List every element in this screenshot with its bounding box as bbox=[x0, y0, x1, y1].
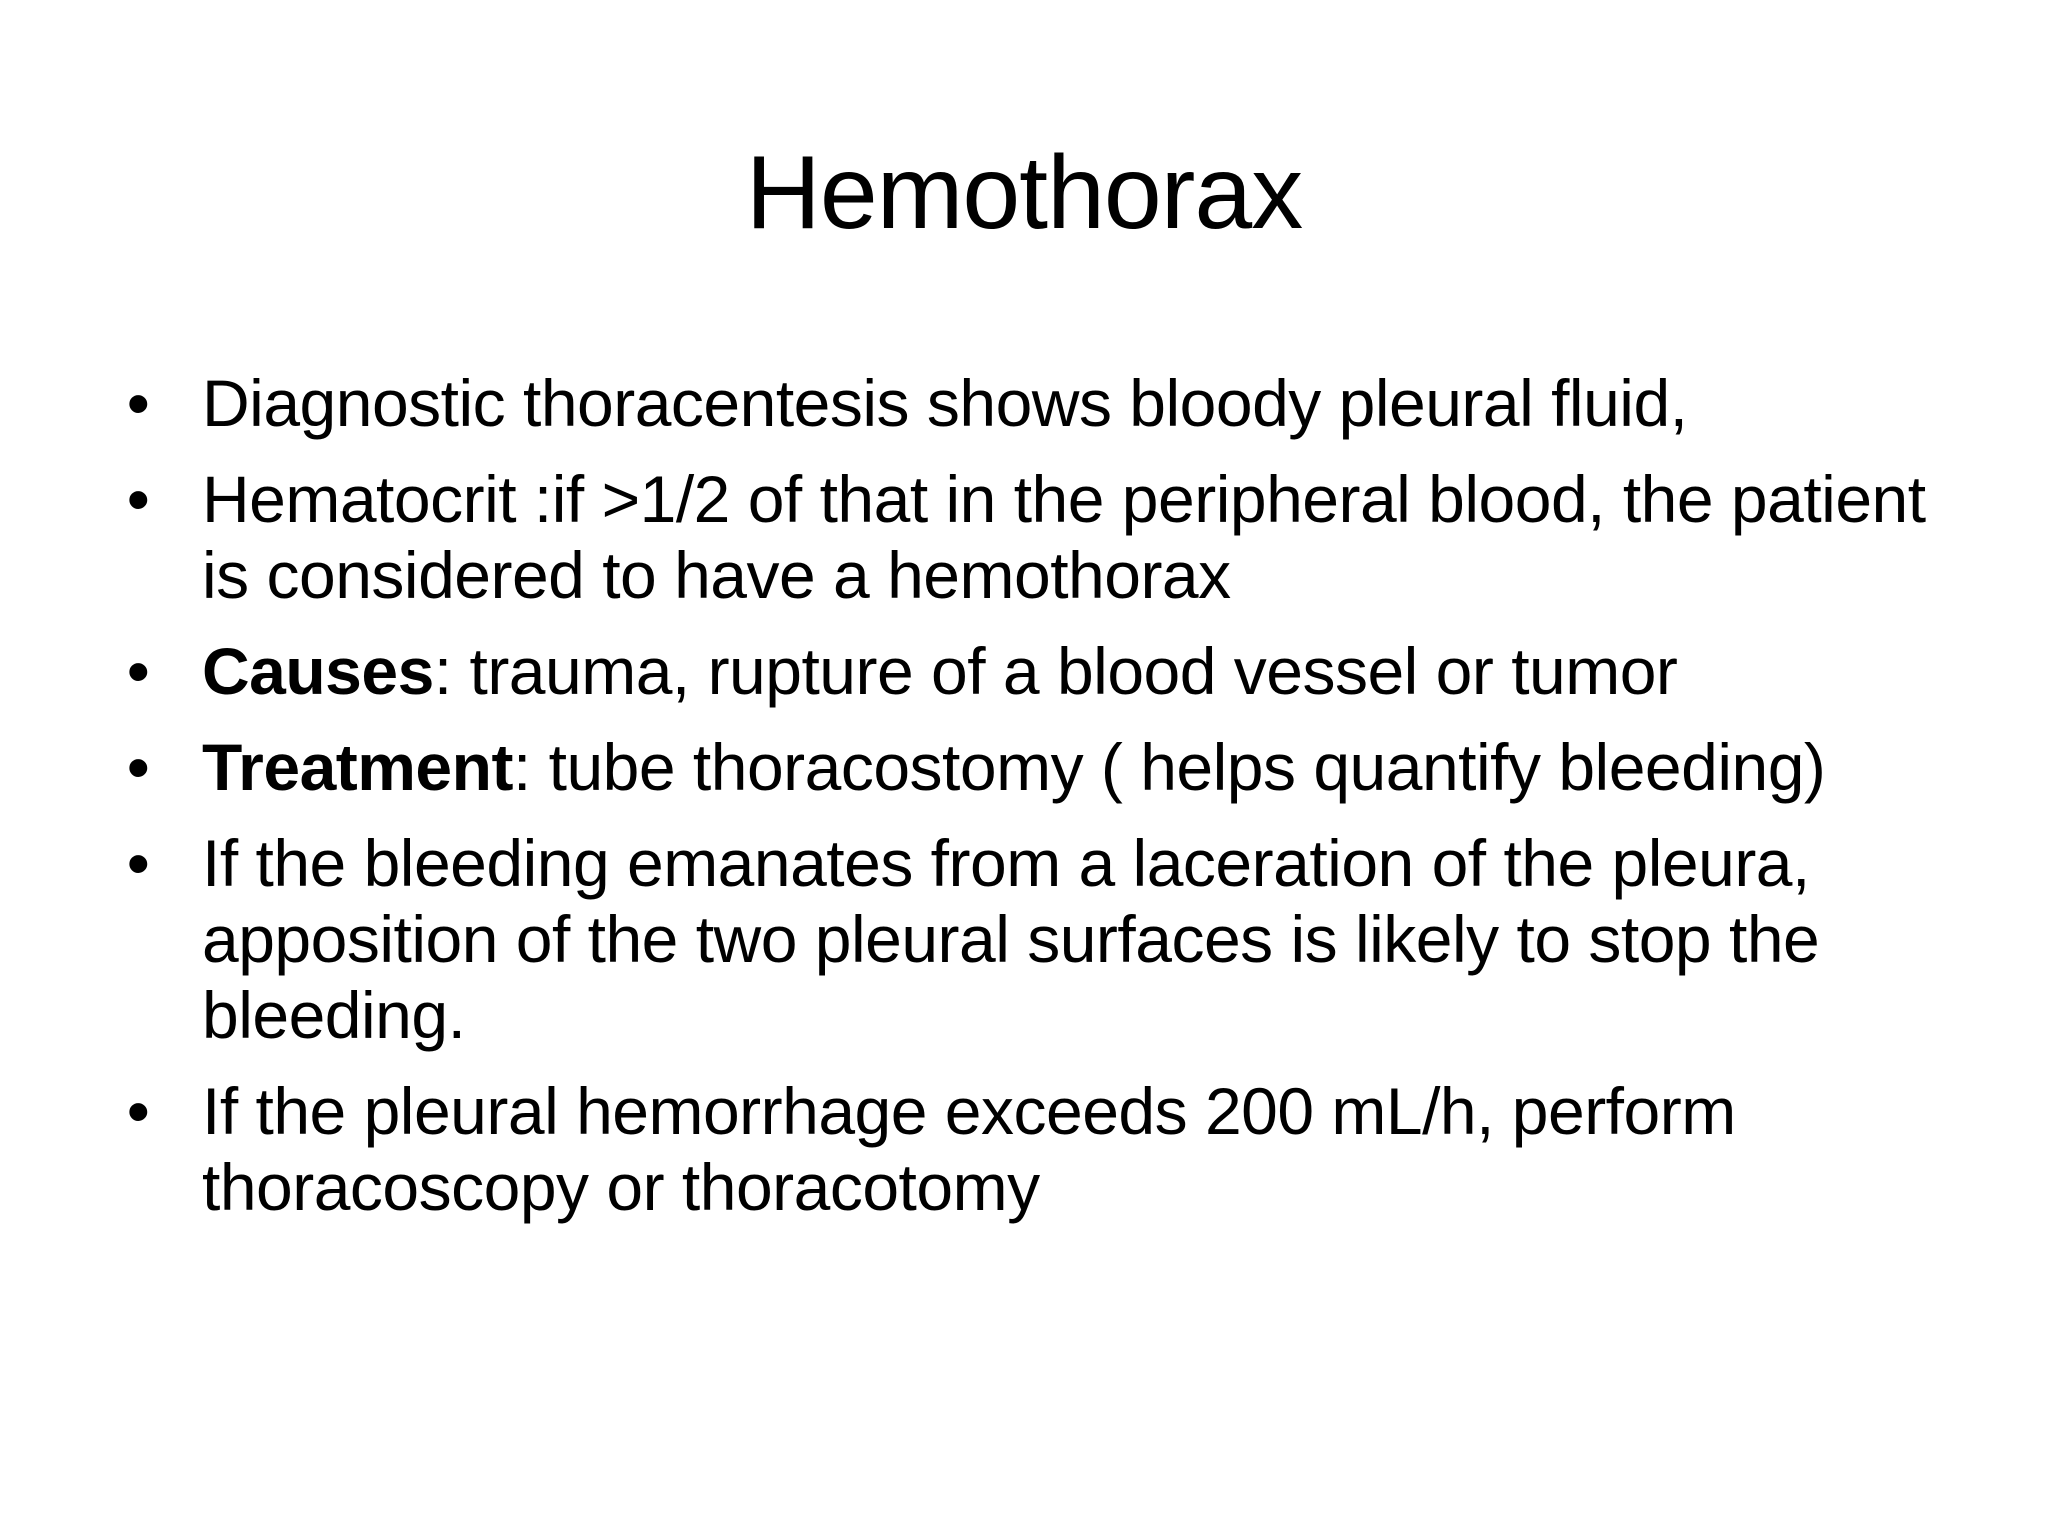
bullet-dot-icon: • bbox=[126, 634, 150, 708]
bullet-list bbox=[118, 365, 1948, 1225]
bullet-term-causes: Causes bbox=[202, 634, 434, 708]
bullet-dot-icon: • bbox=[126, 730, 150, 804]
bullet-text: Diagnostic thoracentesis shows bloody pleural fluid, bbox=[202, 366, 1688, 440]
bullet-item bbox=[118, 633, 1948, 709]
bullet-text: If the bleeding emanates from a laceration of the pleura, apposition of the two pleural surfaces is likely to stop the bleeding. bbox=[202, 826, 1820, 1052]
bullet-item bbox=[118, 461, 1948, 613]
slide-title: Hemothorax bbox=[745, 135, 1303, 251]
bullet-item bbox=[118, 729, 1948, 805]
bullet-dot-icon: • bbox=[126, 366, 150, 440]
bullet-item bbox=[118, 1073, 1948, 1225]
bullet-text: If the pleural hemorrhage exceeds 200 mL/h, perform thoracoscopy or thoracotomy bbox=[202, 1074, 1736, 1224]
bullet-text: : trauma, rupture of a blood vessel or tumor bbox=[433, 634, 1678, 708]
bullet-dot-icon: • bbox=[126, 462, 150, 536]
bullet-item bbox=[118, 365, 1948, 441]
bullet-text: : tube thoracostomy ( helps quantify bleeding) bbox=[512, 730, 1826, 804]
bullet-term-treatment: Treatment bbox=[202, 730, 513, 804]
bullet-text: Hematocrit :if >1/2 of that in the peripheral blood, the patient is considered to have a hemothorax bbox=[202, 462, 1926, 612]
bullet-item bbox=[118, 825, 1948, 1053]
bullet-dot-icon: • bbox=[126, 826, 150, 900]
bullet-dot-icon: • bbox=[126, 1074, 150, 1148]
